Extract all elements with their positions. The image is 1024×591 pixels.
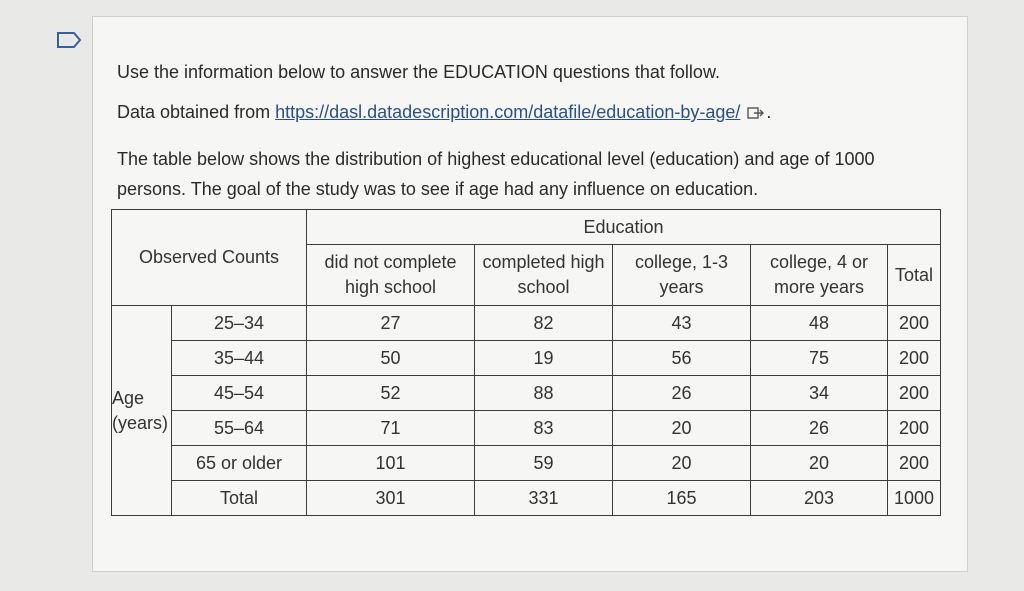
table-cell: 71	[307, 411, 475, 446]
table-cell: 1000	[888, 481, 941, 516]
table-cell: 331	[475, 481, 613, 516]
table-cell: 27	[307, 306, 475, 341]
table-row	[112, 341, 941, 376]
question-card	[92, 16, 968, 572]
source-line	[117, 97, 771, 127]
source-link[interactable]: https://dasl.datadescription.com/datafile/education-by-age/	[275, 102, 741, 122]
source-suffix: .	[766, 102, 772, 122]
table-cell: 301	[307, 481, 475, 516]
table-cell: 19	[475, 341, 613, 376]
row-label: 45–54	[172, 376, 307, 411]
table-cell: 43	[613, 306, 751, 341]
description-text: The table below shows the distribution of highest educational level (education) and age of 1000 persons. The goal of the study was to see if age had any influence on education.	[117, 149, 875, 199]
table-cell: 52	[307, 376, 475, 411]
table-row	[112, 376, 941, 411]
flag-icon[interactable]	[56, 31, 82, 49]
table-cell: 75	[751, 341, 888, 376]
corner-label: Observed Counts	[112, 210, 307, 306]
table-cell: 200	[888, 341, 941, 376]
table-cell: 48	[751, 306, 888, 341]
row-label: 25–34	[172, 306, 307, 341]
table-cell: 56	[613, 341, 751, 376]
table-cell: 82	[475, 306, 613, 341]
row-label: 35–44	[172, 341, 307, 376]
table-cell: 20	[613, 411, 751, 446]
table-cell: 26	[613, 376, 751, 411]
table-row	[112, 481, 941, 516]
column-header: college, 4 or more years	[751, 245, 888, 306]
column-header: Total	[888, 245, 941, 306]
row-label: Total	[172, 481, 307, 516]
age-label: Age (years)	[112, 306, 172, 516]
table-cell: 200	[888, 411, 941, 446]
table-cell: 83	[475, 411, 613, 446]
column-header: college, 1-3 years	[613, 245, 751, 306]
table-cell: 88	[475, 376, 613, 411]
education-header: Education	[307, 210, 941, 245]
row-label: 65 or older	[172, 446, 307, 481]
table-row	[112, 446, 941, 481]
education-table	[111, 209, 941, 516]
source-prefix: Data obtained from	[117, 102, 276, 122]
external-link-icon[interactable]	[746, 105, 766, 121]
table-cell: 20	[613, 446, 751, 481]
table-cell: 34	[751, 376, 888, 411]
table-row	[112, 411, 941, 446]
table-cell: 59	[475, 446, 613, 481]
table-row	[112, 306, 941, 341]
table-cell: 200	[888, 376, 941, 411]
table-cell: 101	[307, 446, 475, 481]
table-cell: 200	[888, 446, 941, 481]
table-cell: 203	[751, 481, 888, 516]
table-cell: 165	[613, 481, 751, 516]
table-cell: 200	[888, 306, 941, 341]
column-header: did not complete high school	[307, 245, 475, 306]
column-header: completed high school	[475, 245, 613, 306]
intro-text: Use the information below to answer the EDUCATION questions that follow.	[117, 62, 720, 82]
row-label: 55–64	[172, 411, 307, 446]
table-cell: 26	[751, 411, 888, 446]
table-cell: 50	[307, 341, 475, 376]
table-cell: 20	[751, 446, 888, 481]
